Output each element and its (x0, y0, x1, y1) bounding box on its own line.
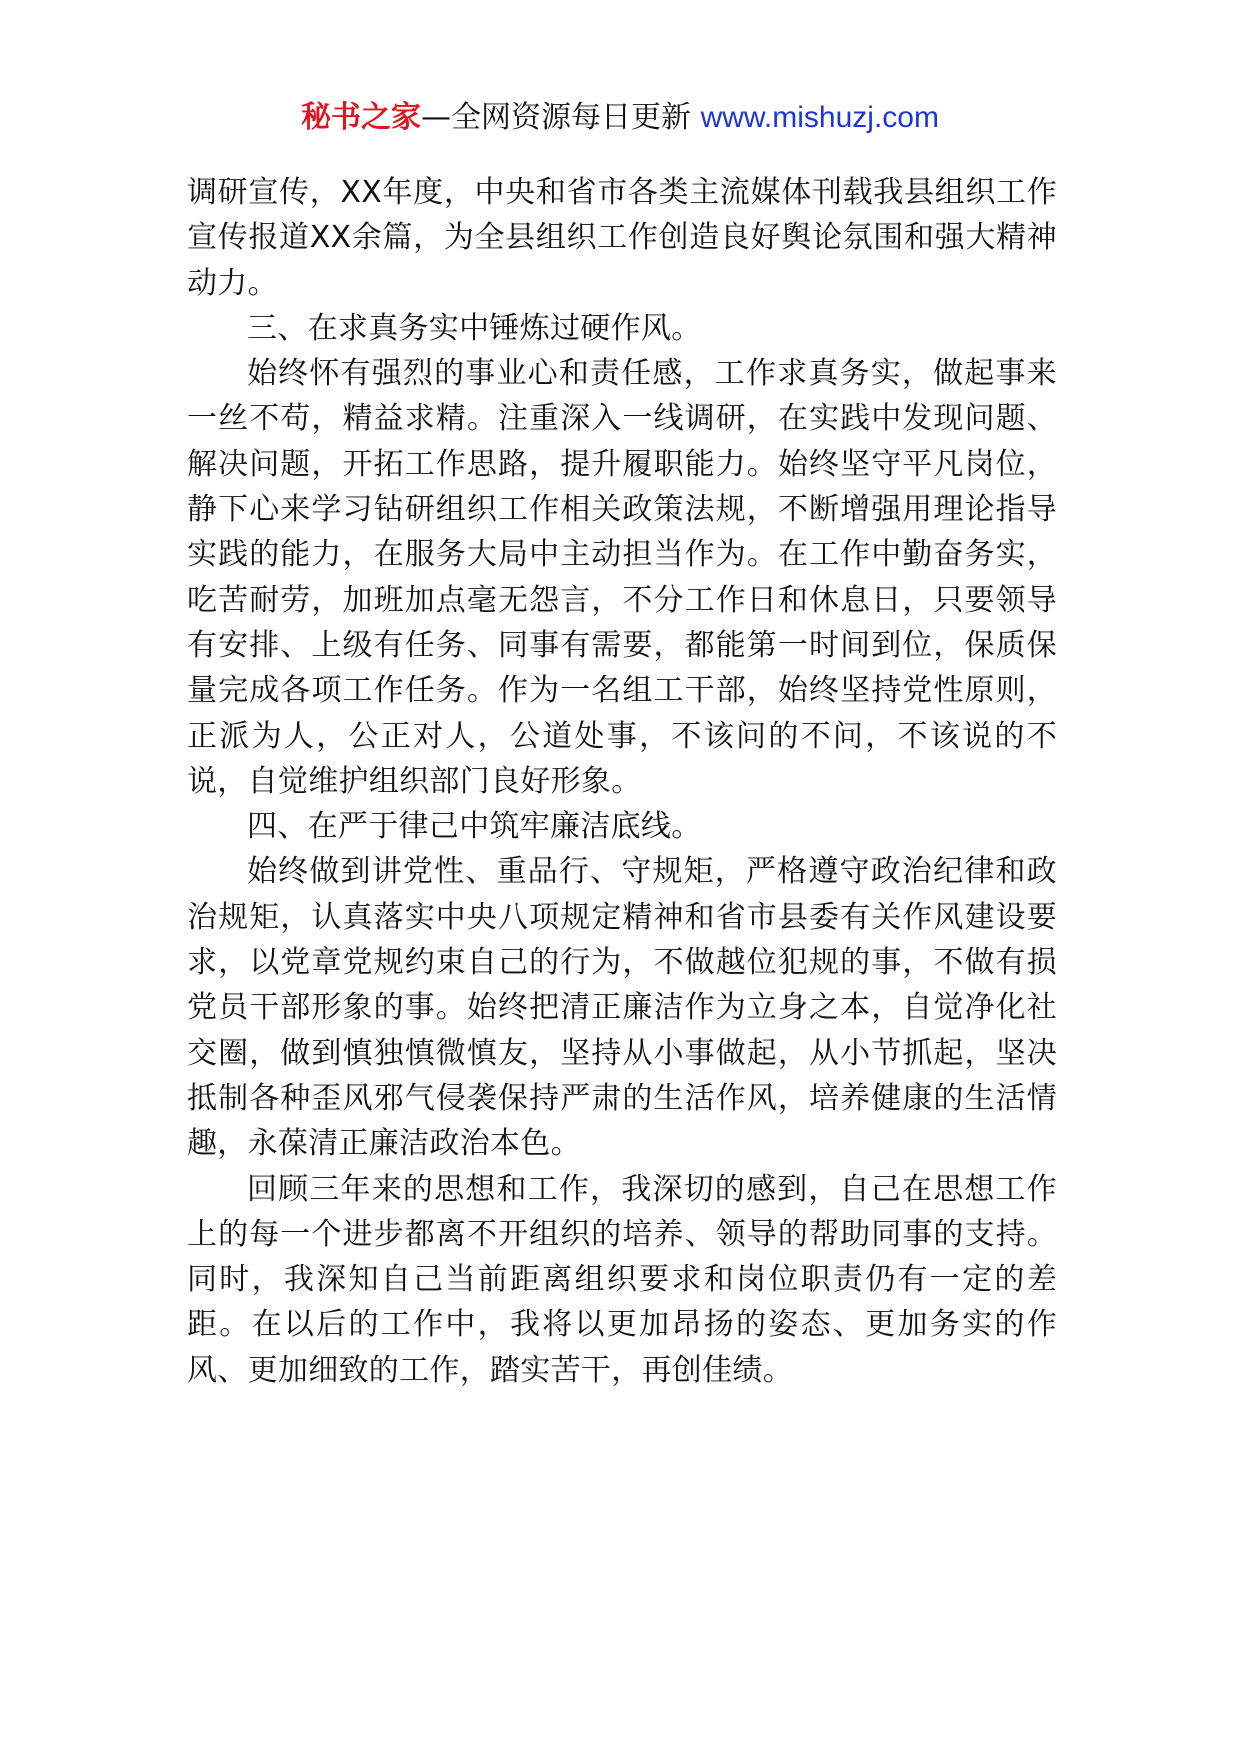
page-header (0, 98, 1240, 138)
paragraph-conclusion: 回顾三年来的思想和工作，我深切的感到，自己在思想工作上的每一个进步都离不开组织的培养、领导的帮助同事的支持。同时，我深知自己当前距离组织要求和岗位职责仍有一定的差距。在以后的工作中，我将以更加昂扬的姿态、更加务实的作风、更加细致的工作，踏实苦干，再创佳绩。 (187, 1171, 1057, 1388)
section-heading-4: 四、在严于律己中筑牢廉洁底线。 (247, 809, 702, 845)
paragraph-continued: 调研宣传，XX年度，中央和省市各类主流媒体刊载我县组织工作宣传报道XX余篇，为全县组织工作创造良好舆论氛围和强大精神动力。 (187, 175, 1057, 301)
document-body (187, 170, 1057, 1393)
brand-name: 秘书之家 (301, 100, 422, 135)
paragraph-work-style: 始终怀有强烈的事业心和责任感，工作求真务实，做起事来一丝不苟，精益求精。注重深入一线调研，在实践中发现问题、解决问题，开拓工作思路，提升履职能力。始终坚守平凡岗位，静下心来学习钻研组织工作相关政策法规，不断增强用理论指导实践的能力，在服务大局中主动担当作为。在工作中勤奋务实，吃苦耐劳，加班加点毫无怨言，不分工作日和休息日，只要领导有安排、上级有任务、同事有需要，都能第一时间到位，保质保量完成各项工作任务。作为一名组工干部，始终坚持党性原则，正派为人，公正对人，公道处事，不该问的不问，不该说的不说，自觉维护组织部门良好形象。 (187, 356, 1057, 799)
section-heading-3: 三、在求真务实中锤炼过硬作风。 (247, 310, 702, 346)
header-slogan: —全网资源每日更新 (421, 100, 701, 135)
paragraph-integrity: 始终做到讲党性、重品行、守规矩，严格遵守政治纪律和政治规矩，认真落实中央八项规定精神和省市县委有关作风建设要求，以党章党规约束自己的行为，不做越位犯规的事，不做有损党员干部形象的事。始终把清正廉洁作为立身之本，自觉净化社交圈，做到慎独慎微慎友，坚持从小事做起，从小节抓起，坚决抵制各种歪风邪气侵袭保持严肃的生活作风，培养健康的生活情趣，永葆清正廉洁政治本色。 (187, 854, 1057, 1162)
site-url-link[interactable]: www.mishuzj.com (700, 101, 939, 134)
